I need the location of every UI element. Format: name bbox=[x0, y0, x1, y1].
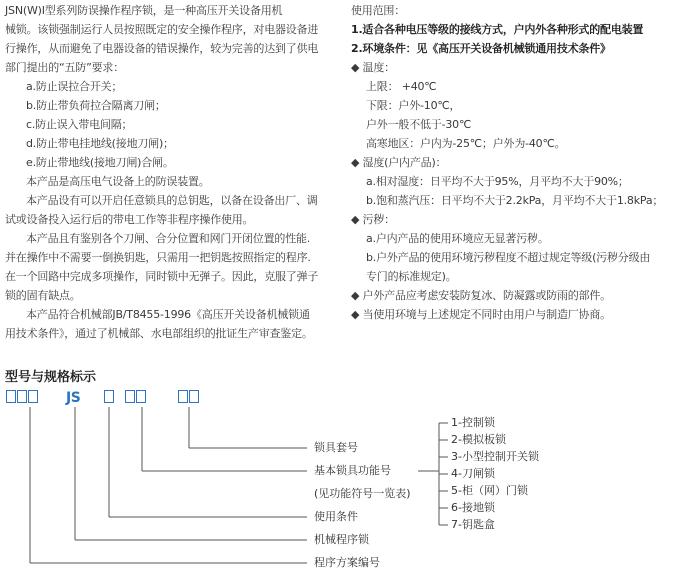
label-condition: 使用条件 bbox=[314, 510, 358, 523]
para-standard-2: 用技术条件》，通过了机械部、水电部组织的批证生产审查鉴定。 bbox=[5, 327, 313, 340]
type-item: 4-刀闸锁 bbox=[451, 467, 495, 480]
pollution-heading: ◆ 污秽： bbox=[351, 213, 395, 226]
usage-scope: 使用范围： bbox=[351, 4, 405, 17]
type-item: 1-控制锁 bbox=[451, 416, 495, 429]
rule-a: a.防止误拉合开关； bbox=[26, 80, 123, 93]
usage-item-1: 1.适合各种电压等级的接线方式，户内外各种形式的配电装置 bbox=[351, 23, 644, 36]
humidity-vapor: b.饱和蒸汽压：日平均不大于2.2kPa，月平均不大于1.8kPa； bbox=[366, 194, 664, 207]
label-function: 基本锁具功能号 bbox=[314, 464, 391, 477]
intro-line-4: 部门提出的“五防”要求： bbox=[5, 61, 124, 74]
code-js: JS bbox=[66, 390, 81, 406]
humidity-heading: ◆ 湿度(户内产品)： bbox=[351, 156, 447, 169]
para-masterkey-2: 试或设备投入运行后的带电工作等非程序操作使用。 bbox=[5, 213, 254, 226]
label-suite: 锁具套号 bbox=[314, 441, 358, 454]
pollution-indoor: a.户内产品的使用环境应无显著污秽。 bbox=[366, 232, 549, 245]
temp-lower: 下限：户外-10℃， bbox=[366, 99, 461, 112]
usage-item-2: 2.环境条件：见《高压开关设备机械锁通用技术条件》 bbox=[351, 42, 611, 55]
label-program-lock: 机械程序锁 bbox=[314, 533, 369, 546]
para-device: 本产品是高压电气设备上的防误装置。 bbox=[26, 175, 210, 188]
intro-line-1: JSN(W)Ⅰ型系列防误操作程序锁，是一种高压开关设备用机 bbox=[5, 4, 283, 17]
rule-e: e.防止带地线(接地刀闸)合闸。 bbox=[26, 156, 174, 169]
outdoor-parts-note: ◆ 户外产品应考虑安装防复冰、防凝露或防雨的部件。 bbox=[351, 289, 611, 302]
rule-b: b.防止带负荷拉合隔离刀闸； bbox=[26, 99, 166, 112]
temp-cold-region: 高寒地区：户内为-25℃；户外为-40℃。 bbox=[366, 137, 566, 150]
section-title: 型号与规格标示 bbox=[5, 370, 97, 385]
pollution-outdoor-1: b.户外产品的使用环境污秽程度不超过规定等级(污秽分级由 bbox=[366, 251, 651, 264]
type-item: 5-柜（网）门锁 bbox=[451, 484, 528, 497]
para-feature-1: 本产品且有鉴别各个刀闸、合分位置和网门开闭位置的性能. bbox=[26, 232, 311, 245]
type-item: 6-接地锁 bbox=[451, 501, 495, 514]
para-feature-4: 锁的固有缺点。 bbox=[5, 289, 81, 302]
temp-upper: 上限： +40℃ bbox=[366, 80, 437, 93]
type-item: 3-小型控制开关锁 bbox=[451, 450, 539, 463]
temp-outdoor: 户外一般不低于-30℃ bbox=[366, 118, 472, 131]
para-feature-2: 并在操作中不需要一倒换钥匙，只需用一把钥匙按照指定的程序. bbox=[5, 251, 311, 264]
para-masterkey-1: 本产品设有可以开启任意锁具的总钥匙，以备在设备出厂、调 bbox=[26, 194, 318, 207]
negotiation-note: ◆ 当使用环境与上述规定不同时由用户与制造厂协商。 bbox=[351, 308, 611, 321]
label-scheme-number: 程序方案编号 bbox=[314, 556, 380, 569]
pollution-outdoor-2: 专门的标准规定)。 bbox=[366, 270, 457, 283]
para-standard-1: 本产品符合机械部JB/T8455-1996《高压开关设备机械锁通 bbox=[26, 308, 310, 321]
type-item: 7-钥匙盒 bbox=[451, 518, 495, 531]
intro-line-2: 械锁。该锁强制运行人员按照既定的安全操作程序，对电器设备进 bbox=[5, 23, 319, 36]
para-feature-3: 在一个回路中完成多项操作，同时锁中无弹子。因此，克服了弹子 bbox=[5, 270, 319, 283]
temperature-heading: ◆ 温度： bbox=[351, 61, 395, 74]
label-function-note: (见功能符号一览表) bbox=[314, 487, 411, 500]
rule-c: c.防止误入带电间隔； bbox=[26, 118, 133, 131]
rule-d: d.防止带电挂地线(接地刀闸)； bbox=[26, 137, 174, 150]
type-item: 2-模拟板锁 bbox=[451, 433, 506, 446]
intro-line-3: 行操作，从而避免了电器设备的错误操作，较为完善的达到了供电 bbox=[5, 42, 319, 55]
humidity-relative: a.相对湿度：日平均不大于95%，月平均不大于90%； bbox=[366, 175, 629, 188]
